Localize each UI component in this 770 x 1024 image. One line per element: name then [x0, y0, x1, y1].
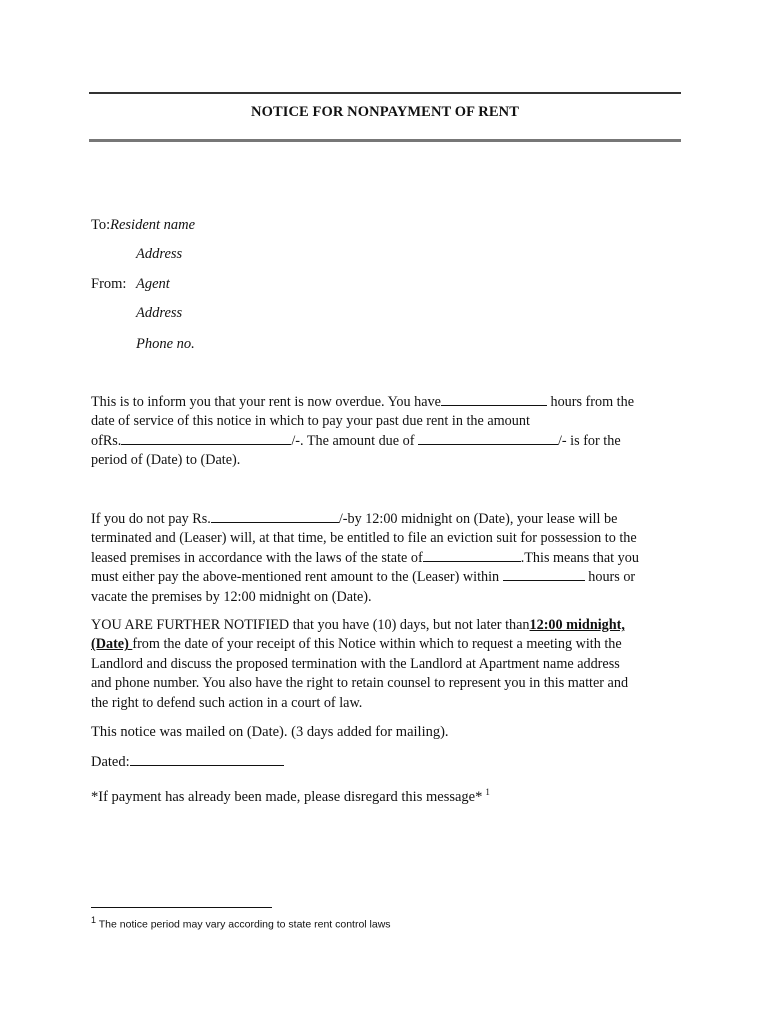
p1-row-3: ofRs. /-. The amount due of /- is for the [91, 432, 621, 449]
p3-row-2: (Date) from the date of your receipt of this Notice within which to request a meeting with the [91, 636, 622, 653]
deadline-time: 12:00 midnight, [529, 617, 625, 633]
dated-line [91, 753, 284, 772]
to-address: Address [136, 246, 183, 262]
to-name: Resident name [110, 217, 196, 233]
footnote-reference: 1 [485, 787, 490, 797]
dated-blank[interactable] [130, 753, 284, 766]
from-label: From: [91, 276, 127, 292]
state-blank[interactable] [423, 549, 521, 562]
disregard-note: *If payment has already been made, please disregard this message* $^1$ [91, 787, 490, 805]
footnote-text: The notice period may vary according to state rent control laws [98, 918, 391, 931]
within-hours-blank[interactable] [503, 568, 585, 581]
to-line [91, 216, 195, 235]
page-title: NOTICE FOR NONPAYMENT OF RENT [251, 104, 519, 120]
from-address: Address [136, 305, 183, 321]
amount-due-blank[interactable] [418, 432, 558, 445]
p2-row-4: must either pay the above-mentioned rent amount to the (Leaser) within hours or [91, 569, 636, 586]
paragraph-eviction [91, 510, 681, 607]
p1-row-1: This is to inform you that your rent is now overdue. You have hours from the [91, 394, 635, 410]
header-top-rule [89, 92, 681, 94]
mailed-note: This notice was mailed on (Date). (3 days added for mailing). [91, 724, 449, 740]
amount-blank[interactable] [121, 432, 291, 445]
pay-amount-blank[interactable] [211, 510, 339, 523]
to-label: To: [91, 217, 111, 233]
p3-row-1: YOU ARE FURTHER NOTIFIED that you have (10) days, but not later than12:00 midnight, [91, 617, 625, 633]
dated-label: Dated: [91, 754, 130, 770]
footnote [91, 915, 391, 931]
p2-row-2: terminated and (Leaser) will, at that time, be entitled to file an eviction suit for possession to the [91, 530, 637, 547]
hours-blank[interactable] [441, 393, 547, 406]
p3-row-3: Landlord and discuss the proposed termination with the Landlord at Apartment name address [91, 655, 620, 672]
header-bottom-rule [89, 139, 681, 142]
paragraph-overdue [91, 393, 681, 471]
p3-row-4: and phone number. You also have the right to retain counsel to represent you in this matter and [91, 675, 629, 692]
paragraph-further-notified [91, 616, 681, 713]
deadline-date: (Date) [91, 636, 133, 653]
p1-row-2: date of service of this notice in which to pay your past due rent in the amount [91, 413, 530, 430]
from-agent: Agent [136, 276, 170, 292]
p1-row-4: period of (Date) to (Date). [91, 452, 241, 469]
p2-row-1: If you do not pay Rs. /-by 12:00 midnight on (Date), your lease will be [91, 511, 618, 527]
p3-row-5: the right to defend such action in a court of law. [91, 694, 363, 711]
footnote-rule [91, 907, 272, 908]
footnote-number: 1 [91, 915, 97, 925]
from-phone: Phone no. [136, 336, 195, 352]
p2-row-5: vacate the premises by 12:00 midnight on (Date). [91, 588, 372, 605]
from-line [91, 275, 170, 294]
p2-row-3: leased premises in accordance with the laws of the state of .This means that you [91, 549, 639, 566]
